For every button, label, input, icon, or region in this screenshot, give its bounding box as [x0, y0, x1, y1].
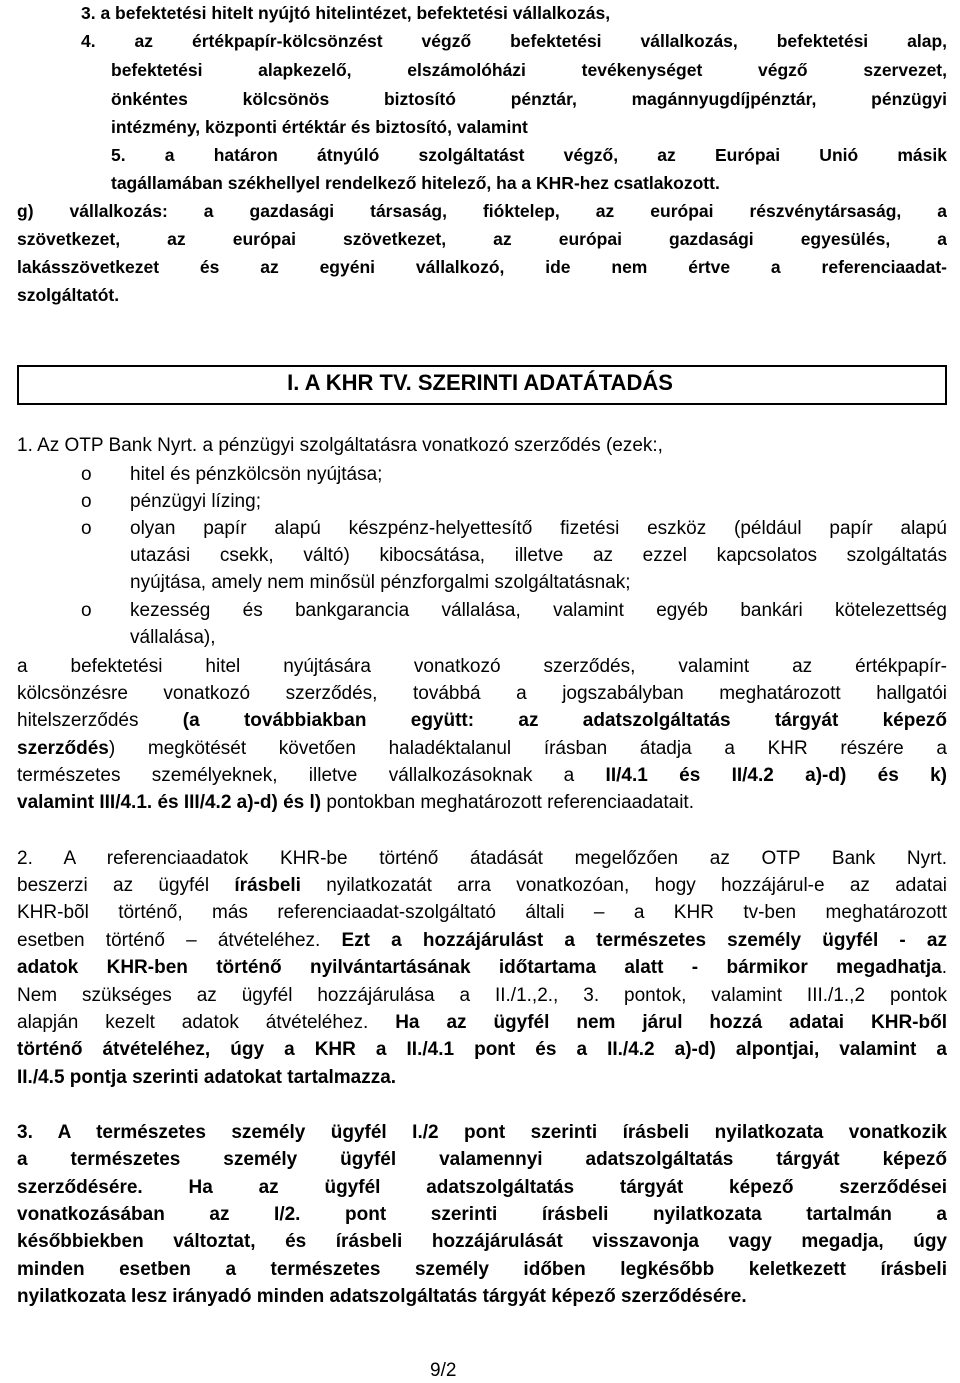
- section-3-line-6: minden esetben a természetes személy időben legkésőbb keletkezett írásbeli: [17, 1259, 947, 1280]
- list-item-3: 3. a befektetési hitelt nyújtó hitelintézet, befektetési vállalkozás,: [81, 3, 611, 23]
- bullet-marker: o: [81, 518, 92, 539]
- page-number: 9/2: [430, 1360, 457, 1381]
- section-1-paragraph-line-6: valamint III/4.1. és III/4.2 a)-d) és l) pontokban meghatározott referenciaadatait.: [17, 792, 694, 813]
- section-1-paragraph-line-4: szerződés) megkötését követően haladéktalanul írásban átadja a KHR részére a: [17, 738, 947, 759]
- section-2-line-8: történő átvételéhez, úgy a KHR a II./4.1 pont és a II./4.2 a)-d) alpontjai, valamint a: [17, 1039, 947, 1060]
- bullet-item-keszpenz-line-3: nyújtása, amely nem minősül pénzforgalmi szolgáltatásnak;: [130, 572, 631, 593]
- section-3-line-2: a természetes személy ügyfél valamennyi adatszolgáltatás tárgyát képező: [17, 1149, 947, 1170]
- section-2-line-1: 2. A referenciaadatok KHR-be történő átadását megelőzően az OTP Bank Nyrt.: [17, 848, 947, 869]
- bullet-item-kezesseg-line-1: kezesség és bankgarancia vállalása, valamint egyéb bankári kötelezettség: [130, 600, 947, 621]
- bullet-marker: o: [81, 600, 92, 621]
- section-2-line-7: alapján kezelt adatok átvételéhez. Ha az ügyfél nem járul hozzá adatai KHR-ből: [17, 1012, 947, 1033]
- bullet-item-keszpenz-line-1: olyan papír alapú készpénz-helyettesítő fizetési eszköz (például papír alapú: [130, 518, 947, 539]
- section-2-line-4: esetben történő – átvételéhez. Ezt a hozzájárulást a természetes személy ügyfél - az: [17, 930, 947, 951]
- bullet-marker: o: [81, 464, 92, 485]
- section-1-paragraph-line-5: természetes személyeknek, illetve vállalkozásoknak a II/4.1 és II/4.2 a)-d) és k): [17, 765, 947, 786]
- list-item-4-line-4: intézmény, központi értéktár és biztosító, valamint: [111, 117, 528, 137]
- section-1-first-line: 1. Az OTP Bank Nyrt. a pénzügyi szolgáltatásra vonatkozó szerződés (ezek:,: [17, 435, 663, 456]
- section-3-line-5: későbbiekben változtat, és írásbeli hozzájárulását visszavonja vagy megadja, úgy: [17, 1231, 947, 1252]
- bullet-item-keszpenz-line-2: utazási csekk, váltó) kibocsátása, illetve az ezzel kapcsolatos szolgáltatás: [130, 545, 947, 566]
- section-2-line-3: KHR-bõl történő, más referenciaadat-szolgáltató általi – a KHR tv-ben meghatározott: [17, 902, 947, 923]
- section-3-line-7: nyilatkozata lesz irányadó minden adatszolgáltatás tárgyát képező szerződésére.: [17, 1286, 747, 1307]
- definition-g-line-4: szolgáltatót.: [17, 285, 120, 305]
- section-2-line-5: adatok KHR-ben történő nyilvántartásának időtartama alatt - bármikor megadhatja.: [17, 957, 947, 978]
- section-2-line-6: Nem szükséges az ügyfél hozzájárulása a II./1.,2., 3. pontok, valamint III./1.,2 pontok: [17, 985, 947, 1006]
- bullet-marker: o: [81, 491, 92, 512]
- list-item-5-line-2: tagállamában székhellyel rendelkező hitelező, ha a KHR-hez csatlakozott.: [111, 173, 720, 193]
- list-item-4-line-1: 4. az értékpapír-kölcsönzést végző befektetési vállalkozás, befektetési alap,: [81, 31, 947, 51]
- section-1-paragraph-line-1: a befektetési hitel nyújtására vonatkozó szerződés, valamint az értékpapír-: [17, 656, 947, 677]
- section-1-paragraph-line-2: kölcsönzésre vonatkozó szerződés, továbbá a jogszabályban meghatározott hallgatói: [17, 683, 947, 704]
- list-item-4-line-3: önkéntes kölcsönös biztosító pénztár, magánnyugdíjpénztár, pénzügyi: [111, 89, 947, 109]
- section-3-line-3: szerződésére. Ha az ügyfél adatszolgáltatás tárgyát képező szerződései: [17, 1177, 947, 1198]
- section-heading: I. A KHR TV. SZERINTI ADATÁTADÁS: [287, 370, 673, 395]
- list-item-5-line-1: 5. a határon átnyúló szolgáltatást végző, az Európai Unió másik: [111, 145, 947, 165]
- section-2-line-9: II./4.5 pontja szerinti adatokat tartalmazza.: [17, 1067, 397, 1088]
- definition-g-line-3: lakásszövetkezet és az egyéni vállalkozó, ide nem értve a referenciaadat-: [17, 257, 947, 277]
- section-3-line-4: vonatkozásában az I/2. pont szerinti írásbeli nyilatkozata tartalmán a: [17, 1204, 947, 1225]
- bullet-item-lizing: pénzügyi lízing;: [130, 491, 261, 512]
- bullet-item-hitel: hitel és pénzkölcsön nyújtása;: [130, 464, 383, 485]
- section-3-line-1: 3. A természetes személy ügyfél I./2 pont szerinti írásbeli nyilatkozata vonatkozik: [17, 1122, 947, 1143]
- bullet-item-kezesseg-line-2: vállalása),: [130, 627, 216, 648]
- definition-g-line-2: szövetkezet, az európai szövetkezet, az európai gazdasági egyesülés, a: [17, 229, 947, 249]
- section-2-line-2: beszerzi az ügyfél írásbeli nyilatkozatát arra vonatkozóan, hogy hozzájárul-e az adatai: [17, 875, 947, 896]
- list-item-4-line-2: befektetési alapkezelő, elszámolóházi tevékenységet végző szervezet,: [111, 60, 947, 80]
- definition-g-line-1: g) vállalkozás: a gazdasági társaság, fióktelep, az európai részvénytársaság, a: [17, 201, 947, 221]
- section-1-paragraph-line-3: hitelszerződés (a továbbiakban együtt: az adatszolgáltatás tárgyát képező: [17, 710, 947, 731]
